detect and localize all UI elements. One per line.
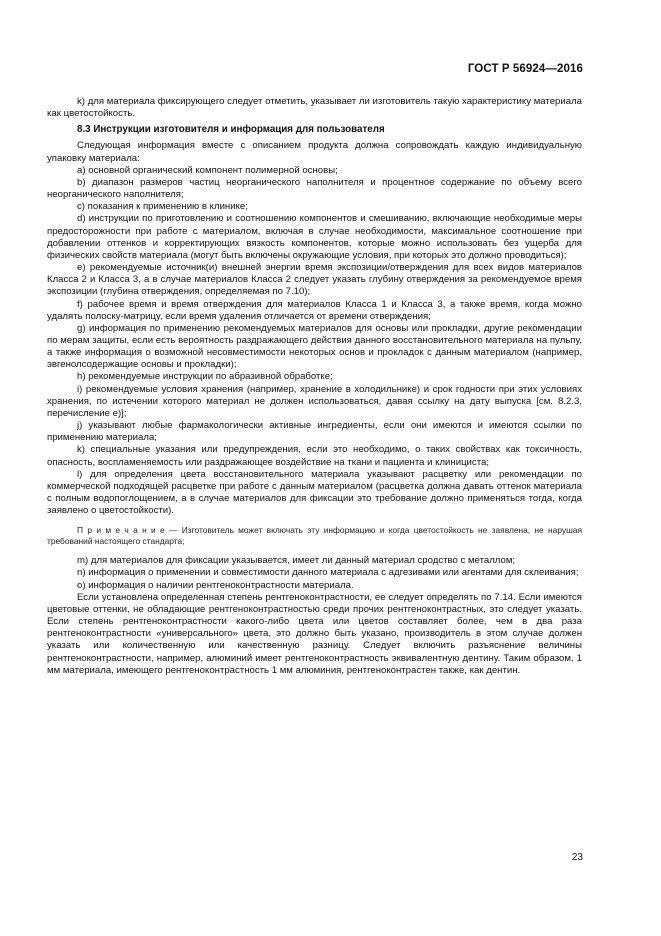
list-item-g: g) информация по применению рекомендуемых материалов для основы или прокладки, другие рекомендации по мерам защиты, если есть вероятность раздражающего действия данного восстановительного материала на пульпу, а также информация о возможной несовместимости некоторых основ и прокладок с данным материалом (например, эвгенолсодержащие основы и прокладки); (47, 322, 582, 371)
list-item-o: o) информация о наличии рентгеноконтрастности материала. (77, 579, 354, 591)
list-item-m: m) для материалов для фиксации указывается, имеет ли данный материал сродство с металлом; (77, 555, 516, 567)
list-item-a: a) основной органический компонент полимерной основы; (77, 164, 338, 176)
note: П р и м е ч а н и е — Изготовитель может включать эту информацию и когда цветостойкость не заявлена, не нарушая требований настоящего стандарта; (47, 525, 582, 547)
paragraph-item-k-fixing: k) для материала фиксирующего следует отметить, указывает ли изготовитель такую характеристику материала как цветостойкость. (47, 96, 582, 120)
list-item-i: i) рекомендуемые условия хранения (например, хранение в холодильнике) и срок годности при этих условиях хранения, по истечении которого материал не должен использоваться, давая ссылку на дату выпуска [см. 8.2.3, перечисление e)]; (47, 383, 582, 419)
list-item-h: h) рекомендуемые инструкции по абразивной обработке; (77, 371, 333, 383)
list-item-d: d) инструкции по приготовлению и соотношению компонентов и смешиванию, включающие необходимые меры предосторожности при работе с материалом, включая в случае необходимости, максимальное соотношение при добавлении оттенков и корректирующих вязкость компонентов, которые можно использовать без ущерба для физических свойств материала (могут быть включены окружающие условия, при которых это должно проводиться); (47, 213, 582, 261)
paragraph-radiopacity: Если установлена определенная степень рентгеноконтрастности, ее следует определять по 7.14. Если имеются цветовые оттенки, не обладающие рентгеноконтрастностью среди прочих рентгеноконтрастных, это следует указать. Если степень рентгеноконтрастности какого-либо цвета или цветов составляет более, чем в два раза рентгеноконтрастности «универсального» цвета, это должно быть указано, производитель в этом случае должен указать или количественную или качественную разницу. Следует включить разъяснение величины рентгеноконтрастности, например, алюминий имеет рентгеноконтрастность эквивалентную дентину. Таким образом, 1 мм материала, имеющего рентгеноконтрастность 1 мм алюминия, рентгеноконтрастен также, как дентин. (47, 591, 582, 676)
list-item-l: l) для определения цвета восстановительного материала указывают расцветку или рекомендации по коммерческой подходящей расцветке при работе с данным материалом (расцветка должна давать оттенок материала с полным водопоглощением, а в случае материалов для фиксации это требование должно применяться тогда, когда заявлено о цветостойкости). (47, 468, 582, 517)
list-item-k: k) специальные указания или предупреждения, если это необходимо, о таких свойствах как токсичность, опасность, воспламеняемость или раздражающее воздействие на ткани и пациента и клинициста; (47, 444, 582, 468)
list-item-e: e) рекомендуемые источник(и) внешней энергии время экспозиции/отверждения для всех видов материалов Класса 2 и Класса 3, а в случае материалов Класса 2 следует указать глубину отверждения за рекомендуемое время экспозиции (глубина отверждения, определяемая по 7.10); (47, 262, 582, 298)
page-number: 23 (571, 852, 583, 863)
list-item-b: b) диапазон размеров частиц неорганического наполнителя и процентное содержание по объему всего неорганического наполнителя; (47, 176, 582, 201)
section-heading-8-3: 8.3 Инструкции изготовителя и информация для пользователя (77, 124, 385, 136)
document-code: ГОСТ Р 56924—2016 (467, 63, 583, 75)
list-item-j: j) указывают любые фармакологически активные ингредиенты, если они имеются и имеются ссылки по применению материала; (47, 420, 582, 444)
list-item-f: f) рабочее время и время отверждения для материалов Класса 1 и Класса 3, а также время, когда можно удалять полоску-матрицу, если время удаления отличается от времени отверждения; (47, 298, 582, 322)
list-item-n: n) информация о применении и совместимости данного материала с адгезивами или агентами для склеивания; (77, 567, 579, 579)
paragraph-intro: Следующая информация вместе с описанием продукта должна сопровождать каждую индивидуальную упаковку материала: (47, 140, 582, 164)
document-body (47, 96, 582, 677)
list-item-c: c) показания к применению в клинике; (77, 201, 248, 213)
